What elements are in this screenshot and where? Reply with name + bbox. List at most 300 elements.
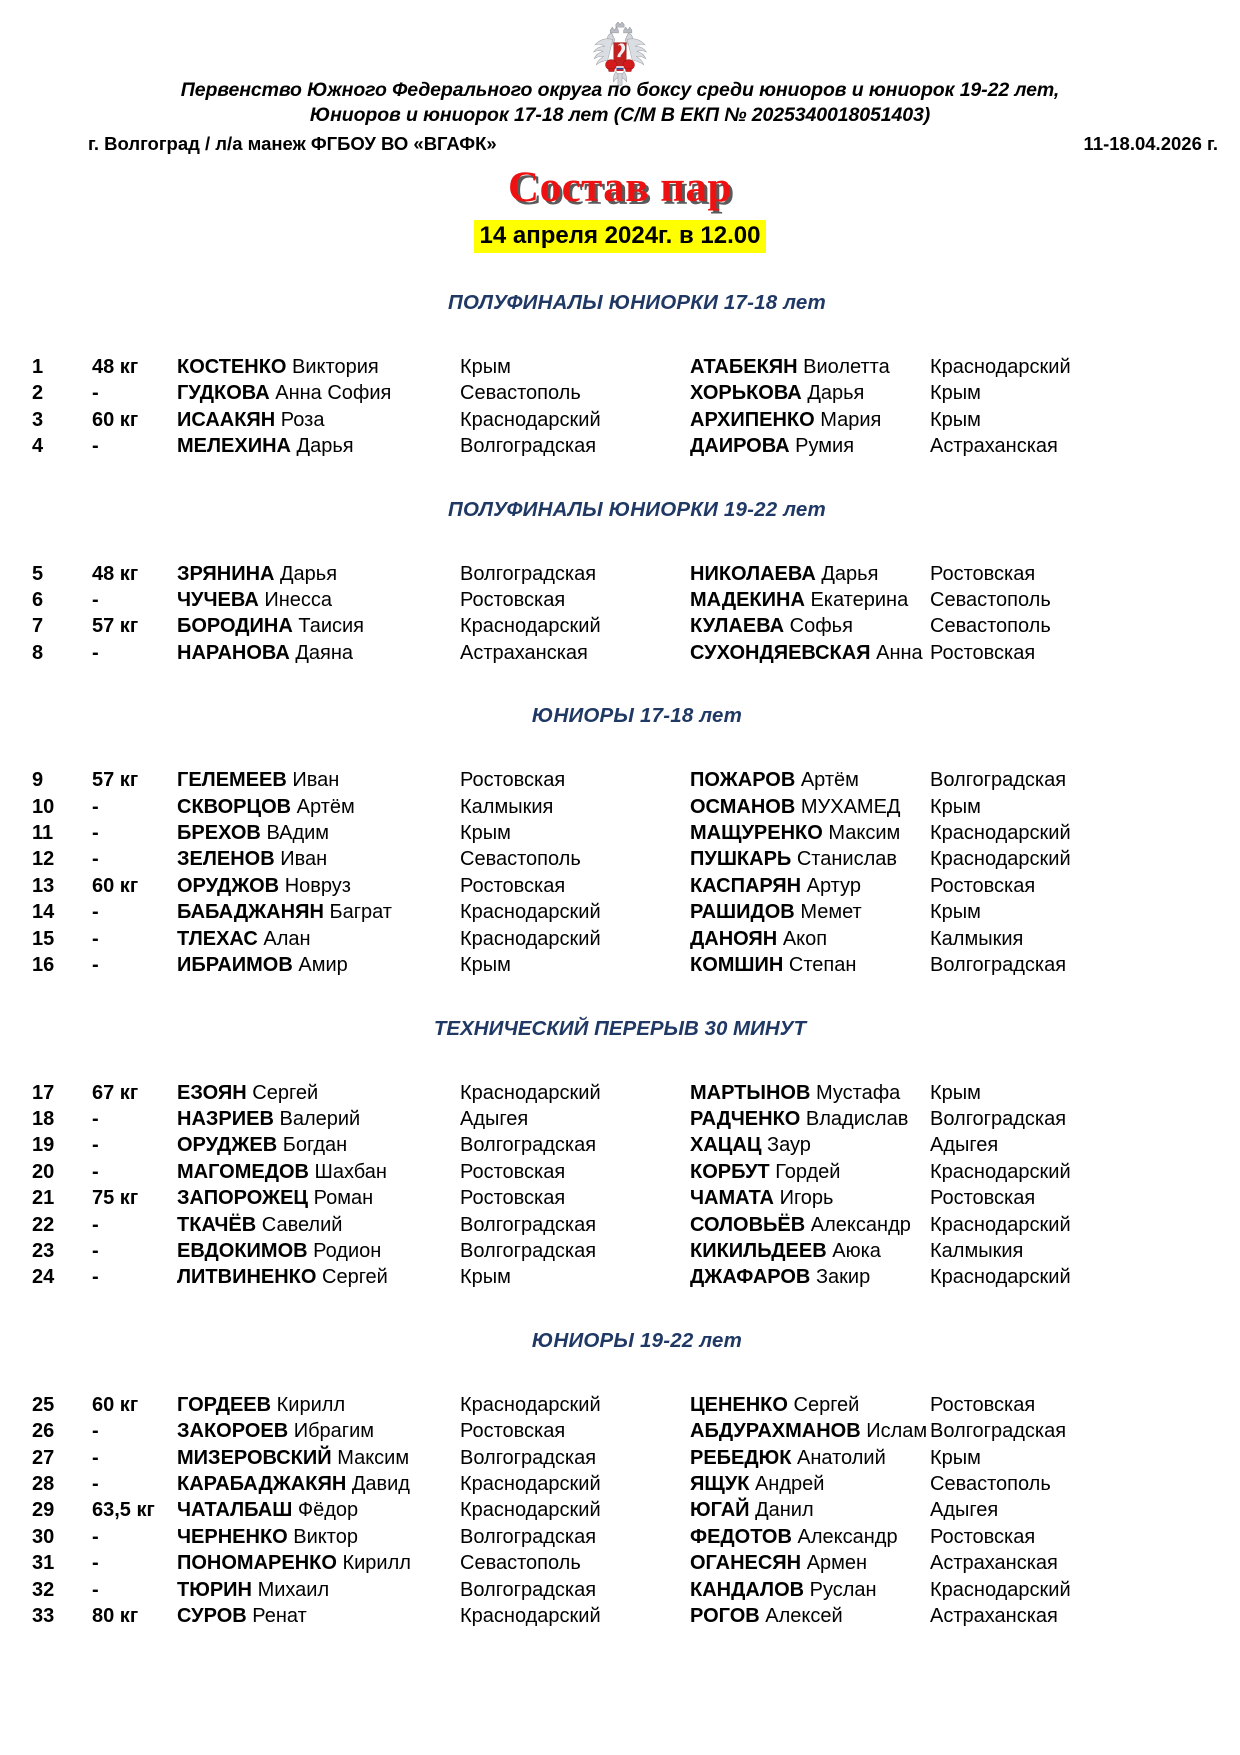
blue-corner-region: Крым — [930, 901, 981, 924]
blue-corner-boxer — [690, 1550, 930, 1576]
red-corner-boxer — [177, 926, 460, 952]
bout-row — [0, 433, 1240, 459]
red-corner-given-name: Дарья — [296, 435, 354, 458]
blue-corner-boxer — [690, 1132, 930, 1158]
red-corner-given-name: Давид — [351, 1472, 410, 1495]
blue-corner-boxer — [690, 952, 930, 978]
weight-category: 63,5 кг — [92, 1499, 155, 1522]
blue-corner-surname: РАДЧЕНКО — [690, 1107, 801, 1130]
red-corner-region: Волгоградская — [460, 562, 597, 585]
weight-category: - — [92, 1525, 99, 1548]
red-corner-surname: ПОНОМАРЕНКО — [177, 1552, 337, 1575]
red-corner-boxer — [177, 1212, 460, 1238]
blue-corner-surname: ОГАНЕСЯН — [690, 1552, 802, 1575]
blue-corner-boxer — [690, 613, 930, 639]
blue-corner-surname: ФЕДОТОВ — [690, 1525, 792, 1548]
section-spacer — [0, 523, 1240, 561]
section-spacer — [0, 460, 1240, 497]
blue-corner-given-name: Максим — [828, 822, 901, 845]
blue-corner-region: Волгоградская — [930, 1420, 1067, 1443]
blue-corner-region: Ростовская — [930, 641, 1036, 664]
red-corner-boxer — [177, 561, 460, 587]
blue-corner-region: Севастополь — [930, 1472, 1051, 1495]
red-corner-boxer — [177, 1603, 460, 1629]
red-corner-given-name: Алан — [263, 927, 311, 950]
weight-category: 75 кг — [92, 1187, 139, 1210]
bout-row — [0, 767, 1240, 793]
weight-category: 60 кг — [92, 408, 139, 431]
blue-corner-boxer — [690, 433, 930, 459]
red-corner-region: Крым — [460, 356, 511, 378]
red-corner-boxer — [177, 820, 460, 846]
blue-corner-region: Астраханская — [930, 1605, 1058, 1627]
red-corner-region: Краснодарский — [460, 1393, 601, 1416]
blue-corner-boxer — [690, 1159, 930, 1185]
bout-number: 2 — [32, 382, 44, 405]
red-corner-region: Севастополь — [460, 848, 581, 871]
blue-corner-region: Севастополь — [930, 589, 1051, 612]
section-spacer — [0, 1042, 1240, 1080]
blue-corner-surname: РОГОВ — [690, 1605, 760, 1627]
blue-corner-surname: ДАНОЯН — [690, 927, 778, 950]
weight-category: - — [92, 954, 99, 977]
blue-corner-region: Калмыкия — [930, 927, 1024, 950]
weight-category: - — [92, 848, 99, 871]
blue-corner-boxer — [690, 587, 930, 613]
red-corner-region: Ростовская — [460, 1160, 566, 1183]
bout-table — [0, 354, 1240, 460]
blue-corner-surname: МАЩУРЕНКО — [690, 822, 823, 845]
red-corner-region: Ростовская — [460, 589, 566, 612]
bout-number: 6 — [32, 589, 44, 612]
bout-row — [0, 873, 1240, 899]
section-spacer — [0, 1354, 1240, 1392]
red-corner-surname: НАРАНОВА — [177, 641, 290, 664]
bout-row — [0, 846, 1240, 872]
bout-row — [0, 640, 1240, 666]
red-corner-surname: ОРУДЖОВ — [177, 874, 280, 897]
red-corner-boxer — [177, 1185, 460, 1211]
blue-corner-surname: ЧАМАТА — [690, 1187, 775, 1210]
bout-row — [0, 952, 1240, 978]
bout-number: 4 — [32, 435, 44, 458]
bout-row — [0, 1603, 1240, 1629]
bout-row — [0, 1264, 1240, 1290]
blue-corner-surname: ЦЕНЕНКО — [690, 1393, 788, 1416]
red-corner-region: Волгоградская — [460, 1239, 597, 1262]
bout-number: 32 — [32, 1578, 55, 1601]
blue-corner-boxer — [690, 1212, 930, 1238]
blue-corner-boxer — [690, 820, 930, 846]
red-corner-boxer — [177, 899, 460, 925]
bout-number: 12 — [32, 848, 55, 871]
red-corner-surname: ГОРДЕЕВ — [177, 1393, 272, 1416]
emblem-container — [0, 0, 1240, 68]
technical-break-header: ТЕХНИЧЕСКИЙ ПЕРЕРЫВ 30 МИНУТ — [433, 1016, 807, 1040]
red-corner-boxer — [177, 1550, 460, 1576]
section-header-юниоры-19-22-лет: ЮНИОРЫ 19-22 лет — [531, 1328, 743, 1352]
blue-corner-given-name: Игорь — [779, 1187, 834, 1210]
blue-corner-surname: ДЖАФАРОВ — [690, 1266, 811, 1289]
session-date-text: 14 апреля 2024г. в 12.00 — [474, 220, 767, 253]
red-corner-boxer — [177, 640, 460, 666]
bout-row — [0, 1238, 1240, 1264]
bout-row — [0, 1497, 1240, 1523]
blue-corner-surname: ПОЖАРОВ — [690, 769, 796, 792]
blue-corner-boxer — [690, 380, 930, 406]
bout-row — [0, 1212, 1240, 1238]
blue-corner-given-name: Дарья — [807, 382, 865, 405]
red-corner-given-name: Кирилл — [276, 1393, 346, 1416]
red-corner-surname: КОСТЕНКО — [177, 356, 287, 378]
blue-corner-given-name: Алексей — [765, 1605, 843, 1627]
red-corner-region: Краснодарский — [460, 1499, 601, 1522]
blue-corner-given-name: Закир — [815, 1266, 871, 1289]
blue-corner-given-name: Виолетта — [803, 356, 890, 378]
bout-number: 3 — [32, 408, 44, 431]
blue-corner-surname: КАНДАЛОВ — [690, 1578, 805, 1601]
red-corner-given-name: Виктор — [293, 1525, 358, 1548]
bout-row — [0, 1524, 1240, 1550]
blue-corner-given-name: Сергей — [793, 1393, 860, 1416]
red-corner-boxer — [177, 767, 460, 793]
red-corner-boxer — [177, 1497, 460, 1523]
red-corner-surname: ТЛЕХАС — [177, 927, 258, 950]
blue-corner-surname: АРХИПЕНКО — [690, 408, 815, 431]
weight-category: - — [92, 1446, 99, 1469]
bout-row — [0, 587, 1240, 613]
red-corner-surname: ИБРАИМОВ — [177, 954, 293, 977]
red-corner-surname: ТКАЧЁВ — [177, 1213, 257, 1236]
red-corner-surname: ЗАКОРОЕВ — [177, 1420, 289, 1443]
blue-corner-boxer — [690, 1264, 930, 1290]
blue-corner-given-name: Гордей — [775, 1160, 841, 1183]
red-corner-boxer — [177, 1471, 460, 1497]
blue-corner-surname: МАДЕКИНА — [690, 589, 805, 612]
red-corner-region: Волгоградская — [460, 1446, 597, 1469]
blue-corner-surname: РЕБЕДЮК — [690, 1446, 792, 1469]
blue-corner-boxer — [690, 1445, 930, 1471]
bout-number: 29 — [32, 1499, 55, 1522]
red-corner-given-name: Артём — [296, 795, 355, 818]
blue-corner-boxer — [690, 1080, 930, 1106]
bout-row — [0, 1159, 1240, 1185]
weight-category: 48 кг — [92, 356, 139, 378]
blue-corner-boxer — [690, 1185, 930, 1211]
blue-corner-given-name: Акоп — [782, 927, 828, 950]
section-spacer — [0, 979, 1240, 1016]
section-spacer — [0, 666, 1240, 703]
red-corner-surname: СКВОРЦОВ — [177, 795, 292, 818]
competition-title-line-1: Первенство Южного Федерального округа по боксу среди юниоров и юниорок 19-22 лет, — [180, 79, 1060, 101]
bout-number: 24 — [32, 1266, 55, 1289]
blue-corner-region: Крым — [930, 1081, 981, 1104]
blue-corner-region: Краснодарский — [930, 822, 1071, 845]
bout-number: 28 — [32, 1472, 55, 1495]
bout-number: 30 — [32, 1525, 55, 1548]
red-corner-surname: ОРУДЖЕВ — [177, 1134, 278, 1157]
blue-corner-region: Краснодарский — [930, 1213, 1071, 1236]
red-corner-given-name: Анна София — [275, 382, 392, 405]
blue-corner-given-name: Аюка — [832, 1239, 881, 1262]
bout-row — [0, 899, 1240, 925]
blue-corner-surname: СУХОНДЯЕВСКАЯ — [690, 641, 871, 664]
red-corner-boxer — [177, 354, 460, 380]
blue-corner-boxer — [690, 794, 930, 820]
weight-category: - — [92, 1107, 99, 1130]
weight-category: 57 кг — [92, 615, 139, 638]
bout-number: 5 — [32, 562, 44, 585]
blue-corner-surname: ДАИРОВА — [690, 435, 790, 458]
weight-category: - — [92, 1213, 99, 1236]
blue-corner-boxer — [690, 640, 930, 666]
blue-corner-given-name: МУХАМЕД — [800, 795, 901, 818]
red-corner-given-name: Богдан — [282, 1134, 348, 1157]
venue-and-dates-row — [0, 131, 1240, 157]
red-corner-region: Волгоградская — [460, 1134, 597, 1157]
blue-corner-region: Астраханская — [930, 435, 1058, 458]
blue-corner-surname: КУЛАЕВА — [690, 615, 785, 638]
red-corner-region: Ростовская — [460, 1420, 566, 1443]
red-corner-surname: ГЕЛЕМЕЕВ — [177, 769, 287, 792]
weight-category: - — [92, 589, 99, 612]
section-header-полуфиналы-юниорки-17-18-лет: ПОЛУФИНАЛЫ ЮНИОРКИ 17-18 лет — [448, 291, 826, 314]
bout-number: 7 — [32, 615, 44, 638]
red-corner-given-name: Дарья — [280, 562, 338, 585]
blue-corner-given-name: Дарья — [821, 562, 879, 585]
red-corner-region: Ростовская — [460, 1187, 566, 1210]
competition-title-line-2: Юниоров и юниорок 17-18 лет (С/М В ЕКП № 2025340018051403) — [309, 104, 931, 126]
blue-corner-given-name: Андрей — [754, 1472, 825, 1495]
blue-corner-given-name: Софья — [789, 615, 853, 638]
red-corner-given-name: Даяна — [295, 641, 354, 664]
bout-number: 1 — [32, 356, 44, 378]
blue-corner-region: Волгоградская — [930, 954, 1067, 977]
blue-corner-boxer — [690, 354, 930, 380]
red-corner-region: Краснодарский — [460, 1472, 601, 1495]
red-corner-region: Ростовская — [460, 874, 566, 897]
red-corner-boxer — [177, 1080, 460, 1106]
weight-category: - — [92, 1552, 99, 1575]
red-corner-region: Краснодарский — [460, 408, 601, 431]
blue-corner-boxer — [690, 1106, 930, 1132]
bout-row — [0, 561, 1240, 587]
bout-row — [0, 1418, 1240, 1444]
blue-corner-surname: СОЛОВЬЁВ — [690, 1213, 806, 1236]
blue-corner-surname: КИКИЛЬДЕЕВ — [690, 1239, 827, 1262]
red-corner-surname: БОРОДИНА — [177, 615, 293, 638]
bout-number: 13 — [32, 874, 55, 897]
blue-corner-surname: АБДУРАХМАНОВ — [690, 1420, 861, 1443]
blue-corner-region: Краснодарский — [930, 356, 1071, 378]
weight-category: - — [92, 1420, 99, 1443]
weight-category: 48 кг — [92, 562, 139, 585]
red-corner-surname: ГУДКОВА — [177, 382, 270, 405]
blue-corner-region: Ростовская — [930, 562, 1036, 585]
red-corner-boxer — [177, 1524, 460, 1550]
red-corner-region: Крым — [460, 1266, 511, 1289]
blue-corner-surname: КОРБУТ — [690, 1160, 770, 1183]
red-corner-given-name: Амир — [298, 954, 348, 977]
blue-corner-given-name: Заур — [767, 1134, 811, 1157]
red-corner-boxer — [177, 433, 460, 459]
blue-corner-surname: ОСМАНОВ — [690, 795, 796, 818]
bout-row — [0, 380, 1240, 406]
blue-corner-given-name: Анна — [876, 641, 923, 664]
bout-number: 33 — [32, 1605, 55, 1627]
weight-category: - — [92, 435, 99, 458]
section-spacer — [0, 729, 1240, 767]
blue-corner-surname: КАСПАРЯН — [690, 874, 802, 897]
red-corner-surname: ЗАПОРОЖЕЦ — [177, 1187, 309, 1210]
venue-text: г. Волгоград / л/а манеж ФГБОУ ВО «ВГАФК» — [88, 133, 497, 154]
blue-corner-region: Волгоградская — [930, 1107, 1067, 1130]
weight-category: - — [92, 927, 99, 950]
weight-category: - — [92, 382, 99, 405]
blue-corner-boxer — [690, 926, 930, 952]
blue-corner-given-name: Ислам — [866, 1420, 928, 1443]
bout-number: 14 — [32, 901, 55, 924]
red-corner-region: Крым — [460, 954, 511, 977]
red-corner-surname: ЧУЧЕВА — [177, 589, 259, 612]
blue-corner-given-name: Степан — [788, 954, 857, 977]
red-corner-given-name: Максим — [337, 1446, 410, 1469]
blue-corner-boxer — [690, 1238, 930, 1264]
red-corner-given-name: Роман — [313, 1187, 374, 1210]
blue-corner-surname: НИКОЛАЕВА — [690, 562, 816, 585]
blue-corner-region: Краснодарский — [930, 1266, 1071, 1289]
blue-corner-given-name: Артур — [806, 874, 861, 897]
blue-corner-surname: АТАБЕКЯН — [690, 356, 798, 378]
red-corner-surname: ЧАТАЛБАШ — [177, 1499, 293, 1522]
blue-corner-region: Ростовская — [930, 1187, 1036, 1210]
red-corner-given-name: ВАдим — [266, 822, 330, 845]
section-spacer — [0, 316, 1240, 354]
blue-corner-boxer — [690, 1471, 930, 1497]
blue-corner-region: Крым — [930, 408, 981, 431]
weight-category: 80 кг — [92, 1605, 139, 1627]
red-corner-surname: ТЮРИН — [177, 1578, 252, 1601]
blue-corner-boxer — [690, 407, 930, 433]
red-corner-surname: ЗРЯНИНА — [177, 562, 275, 585]
red-corner-given-name: Шахбан — [314, 1160, 387, 1183]
red-corner-boxer — [177, 1577, 460, 1603]
red-corner-given-name: Ибрагим — [293, 1420, 375, 1443]
blue-corner-given-name: Руслан — [809, 1578, 877, 1601]
bout-number: 22 — [32, 1213, 55, 1236]
red-corner-given-name: Родион — [313, 1239, 382, 1262]
bout-number: 17 — [32, 1081, 55, 1104]
blue-corner-boxer — [690, 767, 930, 793]
weight-category: 57 кг — [92, 769, 139, 792]
red-corner-boxer — [177, 952, 460, 978]
blue-corner-surname: ЮГАЙ — [690, 1499, 750, 1522]
weight-category: - — [92, 1578, 99, 1601]
blue-corner-given-name: Мустафа — [815, 1081, 901, 1104]
blue-corner-boxer — [690, 1497, 930, 1523]
red-corner-region: Калмыкия — [460, 795, 554, 818]
blue-corner-given-name: Мария — [820, 408, 882, 431]
red-corner-surname: ЕВДОКИМОВ — [177, 1239, 308, 1262]
blue-corner-surname: ХОРЬКОВА — [690, 382, 802, 405]
bout-number: 23 — [32, 1239, 55, 1262]
blue-corner-region: Краснодарский — [930, 848, 1071, 871]
blue-corner-region: Ростовская — [930, 1393, 1036, 1416]
bout-number: 18 — [32, 1107, 55, 1130]
bout-number: 20 — [32, 1160, 55, 1183]
red-corner-given-name: Иван — [280, 848, 328, 871]
bout-row — [0, 926, 1240, 952]
red-corner-surname: КАРАБАДЖАКЯН — [177, 1472, 347, 1495]
section-spacer — [0, 1291, 1240, 1328]
blue-corner-given-name: Армен — [806, 1552, 868, 1575]
blue-corner-given-name: Станислав — [796, 848, 897, 871]
page-title — [0, 163, 1240, 213]
bout-table — [0, 767, 1240, 978]
blue-corner-given-name: Румия — [795, 435, 855, 458]
red-corner-region: Астраханская — [460, 641, 588, 664]
red-corner-given-name: Валерий — [279, 1107, 361, 1130]
red-corner-given-name: Фёдор — [297, 1499, 359, 1522]
red-corner-region: Краснодарский — [460, 901, 601, 924]
bout-sections — [0, 253, 1240, 1629]
red-corner-boxer — [177, 873, 460, 899]
weight-category: - — [92, 1134, 99, 1157]
red-corner-region: Краснодарский — [460, 1605, 601, 1627]
bout-number: 26 — [32, 1420, 55, 1443]
weight-category: 60 кг — [92, 1393, 139, 1416]
blue-corner-boxer — [690, 873, 930, 899]
red-corner-region: Волгоградская — [460, 435, 597, 458]
blue-corner-region: Крым — [930, 1446, 981, 1469]
bout-row — [0, 1106, 1240, 1132]
bout-number: 25 — [32, 1393, 55, 1416]
weight-category: 67 кг — [92, 1081, 139, 1104]
red-corner-boxer — [177, 1445, 460, 1471]
red-corner-given-name: Баграт — [329, 901, 392, 924]
blue-corner-region: Краснодарский — [930, 1578, 1071, 1601]
red-corner-given-name: Инесса — [264, 589, 333, 612]
bout-row — [0, 354, 1240, 380]
blue-corner-surname: ПУШКАРЬ — [690, 848, 792, 871]
weight-category: - — [92, 795, 99, 818]
red-corner-boxer — [177, 1106, 460, 1132]
bout-number: 19 — [32, 1134, 55, 1157]
red-corner-surname: НАЗРИЕВ — [177, 1107, 274, 1130]
section-header-полуфиналы-юниорки-19-22-лет: ПОЛУФИНАЛЫ ЮНИОРКИ 19-22 лет — [448, 497, 826, 521]
red-corner-given-name: Сергей — [322, 1266, 388, 1289]
red-corner-boxer — [177, 407, 460, 433]
red-corner-region: Крым — [460, 822, 511, 845]
blue-corner-region: Ростовская — [930, 874, 1036, 897]
red-corner-surname: МЕЛЕХИНА — [177, 435, 291, 458]
red-corner-given-name: Роза — [280, 408, 325, 431]
red-corner-region: Волгоградская — [460, 1578, 597, 1601]
session-date-banner — [0, 220, 1240, 253]
red-corner-given-name: Ренат — [252, 1605, 307, 1627]
weight-category: 60 кг — [92, 874, 139, 897]
bout-table — [0, 561, 1240, 667]
red-corner-region: Адыгея — [460, 1107, 529, 1130]
bout-row — [0, 1392, 1240, 1418]
bout-row — [0, 1471, 1240, 1497]
red-corner-surname: БРЕХОВ — [177, 822, 261, 845]
red-corner-surname: БАБАДЖАНЯН — [177, 901, 324, 924]
red-corner-boxer — [177, 587, 460, 613]
red-corner-surname: ЕЗОЯН — [177, 1081, 247, 1104]
weight-category: - — [92, 1266, 99, 1289]
blue-corner-region: Краснодарский — [930, 1160, 1071, 1183]
